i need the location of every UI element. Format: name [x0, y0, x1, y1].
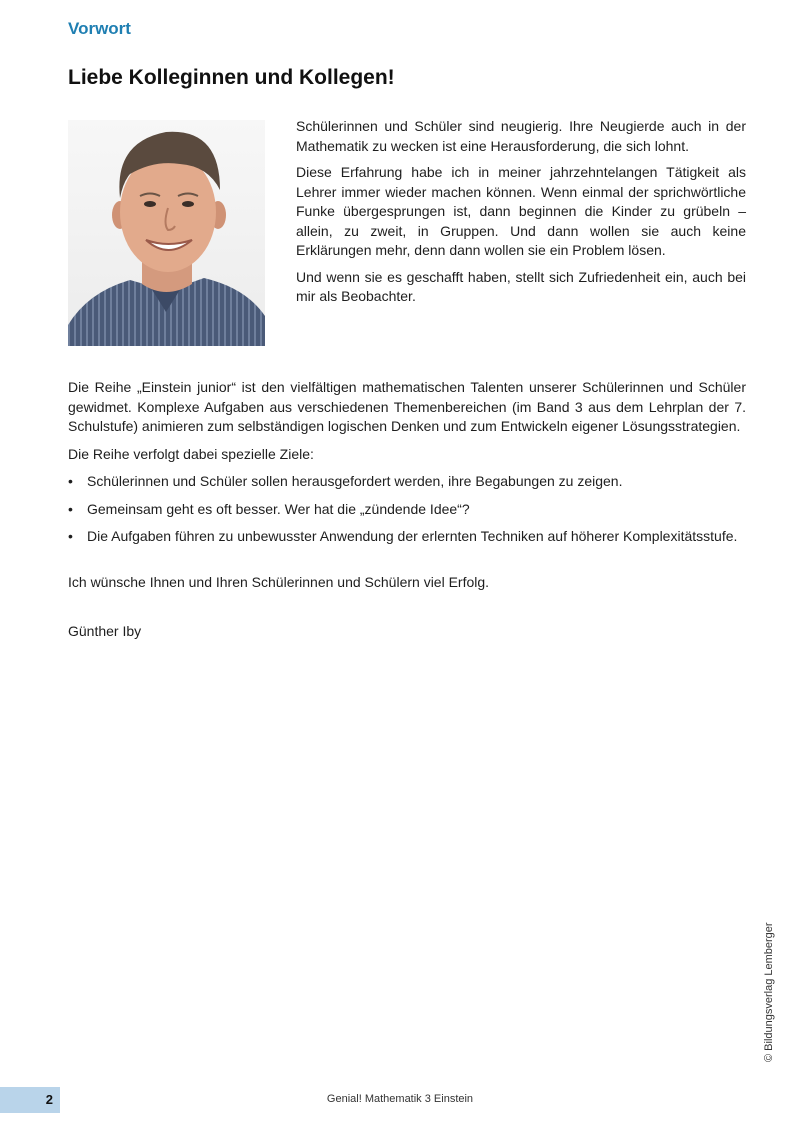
body-text — [68, 378, 746, 650]
section-label: Vorwort — [68, 19, 131, 38]
intro-paragraph: Diese Erfahrung habe ich in meiner jahrzehntelangen Tätigkeit als Lehrer immer wieder machen können. Wenn einmal der sprichwörtliche Funke übergesprungen ist, dann beginnen die Kinder zu grübeln – allein, zu zweit, in Gruppen. Und dann wollen sie auch keine Erklärungen mehr, denn dann wollen sie ein Problem lösen. — [296, 164, 746, 258]
author-photo — [68, 120, 265, 346]
series-description: Die Reihe „Einstein junior“ ist den vielfältigen mathematischen Talenten unserer Schülerinnen und Schüler gewidmet. Komplexe Aufgaben aus verschiedenen Themenbereichen (im Band 3 aus dem Lehrplan der 7. Schulstufe) animieren zum selbständigen logischen Denken und zum Entwickeln eigener Lösungsstrategien. — [68, 379, 746, 434]
copyright-notice: © Bildungsverlag Lemberger — [763, 922, 775, 1062]
page-heading: Liebe Kolleginnen und Kollegen! — [68, 66, 395, 89]
goal-text: Die Aufgaben führen zu unbewusster Anwendung der erlernten Techniken auf höherer Komplexitätsstufe. — [87, 528, 738, 544]
goals-intro: Die Reihe verfolgt dabei spezielle Ziele: — [68, 445, 314, 462]
author-signature: Günther Iby — [68, 623, 142, 639]
bullet: • — [68, 500, 73, 517]
page-number: 2 — [45, 1092, 53, 1107]
goals-list — [68, 472, 746, 547]
goal-item — [68, 472, 746, 492]
goal-text: Schülerinnen und Schüler sollen herausgefordert werden, ihre Begabungen zu zeigen. — [87, 473, 623, 489]
intro-paragraph: Und wenn sie es geschafft haben, stellt sich Zufriedenheit ein, auch bei mir als Beobachter. — [296, 268, 746, 304]
intro-text — [296, 117, 746, 314]
goal-item — [68, 527, 746, 547]
bullet: • — [68, 528, 73, 544]
closing-wish: Ich wünsche Ihnen und Ihren Schülerinnen und Schülern viel Erfolg. — [68, 573, 490, 590]
goal-item — [68, 500, 746, 520]
footer-book-title: Genial! Mathematik 3 Einstein — [326, 1093, 474, 1105]
bullet: • — [68, 473, 73, 489]
intro-paragraph: Schülerinnen und Schüler sind neugierig. Ihre Neugierde auch in der Mathematik zu wecken ist eine Herausforderung, die sich lohnt. — [296, 118, 746, 154]
goal-text: Gemeinsam geht es oft besser. Wer hat die „zündende Idee“? — [87, 500, 470, 517]
